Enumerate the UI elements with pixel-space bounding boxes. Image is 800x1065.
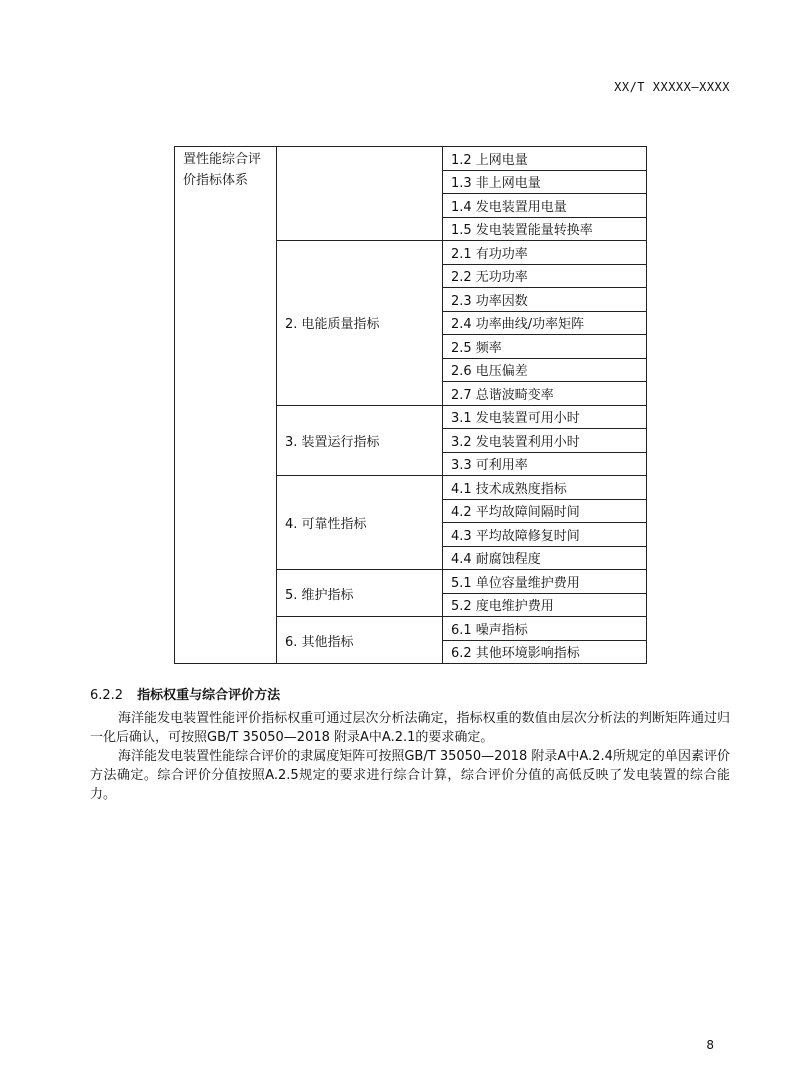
indicator-cell: 2.1 有功功率: [443, 241, 647, 265]
indicator-cell: 2.5 频率: [443, 335, 647, 359]
indicator-cell: 4.4 耐腐蚀程度: [443, 546, 647, 570]
indicator-table: [174, 146, 647, 664]
body-paragraph: 海洋能发电装置性能综合评价的隶属度矩阵可按照GB/T 35050—2018 附录A中A.2.4所规定的单因素评价方法确定。综合评价分值按照A.2.5规定的要求进行综合计算，综合评价分值的高低反映了发电装置的综合能力。: [90, 749, 730, 802]
category-cell: 6. 其他指标: [277, 617, 443, 664]
indicator-cell: 1.5 发电装置能量转换率: [443, 217, 647, 241]
category-cell: [277, 147, 443, 241]
root-category-cell: 置性能综合评价指标体系: [175, 147, 277, 664]
indicator-cell: 6.1 噪声指标: [443, 617, 647, 641]
indicator-cell: 5.2 度电维护费用: [443, 593, 647, 617]
indicator-cell: 2.7 总谐波畸变率: [443, 382, 647, 406]
indicator-cell: 4.3 平均故障修复时间: [443, 523, 647, 547]
category-cell: 3. 装置运行指标: [277, 405, 443, 476]
category-cell: 4. 可靠性指标: [277, 476, 443, 570]
document-code: XX/T XXXXX—XXXX: [614, 80, 730, 94]
indicator-cell: 1.3 非上网电量: [443, 170, 647, 194]
section-number: 6.2.2: [90, 688, 124, 703]
indicator-cell: 4.1 技术成熟度指标: [443, 476, 647, 500]
indicator-cell: 3.2 发电装置利用小时: [443, 429, 647, 453]
indicator-cell: 1.2 上网电量: [443, 147, 647, 171]
indicator-cell: 2.4 功率曲线/功率矩阵: [443, 311, 647, 335]
indicator-cell: 2.2 无功功率: [443, 264, 647, 288]
indicator-cell: 5.1 单位容量维护费用: [443, 570, 647, 594]
category-cell: 2. 电能质量指标: [277, 241, 443, 406]
indicator-cell: 2.3 功率因数: [443, 288, 647, 312]
body-paragraph: 海洋能发电装置性能评价指标权重可通过层次分析法确定，指标权重的数值由层次分析法的判断矩阵通过归一化后确认，可按照GB/T 35050—2018 附录A中A.2.1的要求确定。: [90, 711, 730, 745]
indicator-cell: 6.2 其他环境影响指标: [443, 640, 647, 664]
indicator-cell: 2.6 电压偏差: [443, 358, 647, 382]
table-row: [175, 147, 647, 171]
indicator-cell: 3.3 可利用率: [443, 452, 647, 476]
indicator-cell: 3.1 发电装置可用小时: [443, 405, 647, 429]
section-title: 指标权重与综合评价方法: [137, 688, 281, 703]
indicator-cell: 1.4 发电装置用电量: [443, 194, 647, 218]
page-number: 8: [706, 1038, 714, 1052]
category-cell: 5. 维护指标: [277, 570, 443, 617]
section-heading: [90, 684, 280, 703]
indicator-cell: 4.2 平均故障间隔时间: [443, 499, 647, 523]
